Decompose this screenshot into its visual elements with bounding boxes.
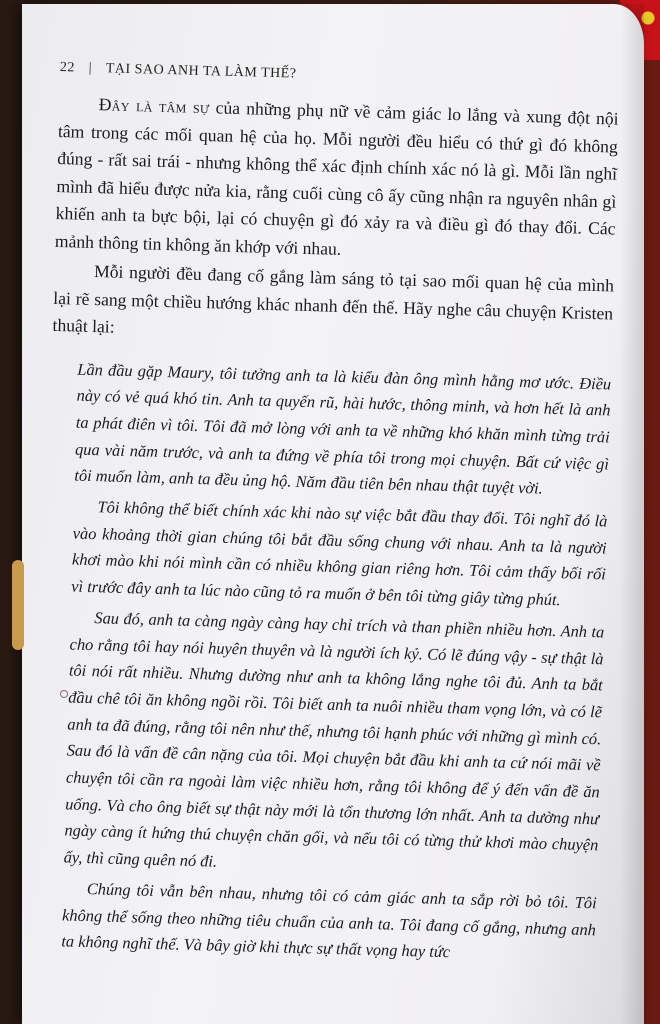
binding-tab: [12, 560, 24, 650]
page-text: [35, 60, 620, 970]
body-paragraph: [55, 90, 619, 271]
quote-paragraph: Lần đầu gặp Maury, tôi tưởng anh ta là kiểu đàn ông mình hằng mơ ước. Điều này có vẻ quá khó tin. Anh ta quyến rũ, hài hước, thông minh, và hơn hết là anh ta phát điên vì tôi. Tôi đã mở lòng với anh ta về những khó khăn mình từng trải qua vài năm trước, và anh ta đứng về phía tôi trong mọi chuyện. Bất cứ việc gì tôi muốn làm, anh ta đều ủng hộ. Năm đầu tiên bên nhau thật tuyệt vời.: [74, 359, 612, 498]
paragraph-text: của những phụ nữ về cảm giác lo lắng và xung đột nội tâm trong các mối quan hệ của họ. Mỗi người đều hiểu có thứ gì đó không đúng - rất sai trái - nhưng không thể xác định chính xác nó là gì. Mỗi lần nghĩ mình đã hiểu được nửa kia, rằng cuối cùng cô ấy cũng nhận ra nguyên nhân gì khiến anh ta bực bội, lại có chuyện gì đó xảy ra và điều gì đó thay đổi. Các mảnh thông tin không ăn khớp với nhau.: [54, 97, 619, 259]
page-number: 22: [59, 60, 75, 76]
quote-paragraph: Sau đó, anh ta càng ngày càng hay chỉ trích và than phiền nhiều hơn. Anh ta cho rằng tôi hay nói huyên thuyên và là người ích kỷ. Có lẽ đúng vậy - sự thật là tôi nói rất nhiều. Nhưng dường như anh ta không lắng nghe tôi đủ. Anh ta bắt đầu chê tôi ăn không ngồi rồi. Tôi biết anh ta nuôi nhiều tham vọng lớn, và có lẽ anh ta đã đúng, rằng tôi nên như thế, nhưng tôi hạnh phúc với những gì mình có. Sau đó là vấn đề cân nặng của tôi. Mọi chuyện bắt đầu khi anh ta cứ nói mãi về chuyện tôi cần ra ngoài làm việc nhiều hơn, rằng tôi không để ý đến vấn đề ăn uống. Và cho ông biết sự thật này mới là tổn thương lớn nhất. Anh ta dường như ngày càng ít hứng thú chuyện chăn gối, và nếu tôi có từng thử khơi mào chuyện ấy, thì cũng quên nó đi.: [63, 608, 605, 871]
page-curl-shadow: [620, 4, 644, 1024]
block-quote: [61, 356, 612, 970]
chapter-title: TẠI SAO ANH TA LÀM THẾ?: [105, 61, 297, 82]
lead-in: Đây là tâm sự: [98, 94, 210, 118]
quote-paragraph: Chúng tôi vẫn bên nhau, nhưng tôi có cảm giác anh ta sắp rời bỏ tôi. Tôi không thể sống theo những tiêu chuẩn của anh ta. Tôi đang cố gắng, nhưng anh ta không nghĩ thế. Và bây giờ khi thực sự thất vọng hay tức: [61, 878, 597, 962]
quote-paragraph: Tôi không thể biết chính xác khi nào sự việc bắt đầu thay đổi. Tôi nghĩ đó là vào khoảng thời gian chúng tôi bắt đầu sống chung với nhau. Anh ta là người khơi mào khi nói mình cần có nhiều không gian riêng hơn. Tôi cảm thấy bối rối vì trước đây anh ta lúc nào cũng tỏ ra muốn ở bên tôi từng giây từng phút.: [71, 497, 608, 610]
header-separator: |: [88, 60, 93, 76]
body-paragraph: Mỗi người đều đang cố gắng làm sáng tỏ tại sao mối quan hệ của mình lại rẽ sang một chiều hướng khác nhanh đến thế. Hãy nghe câu chuyện Kristen thuật lại:: [52, 261, 615, 337]
